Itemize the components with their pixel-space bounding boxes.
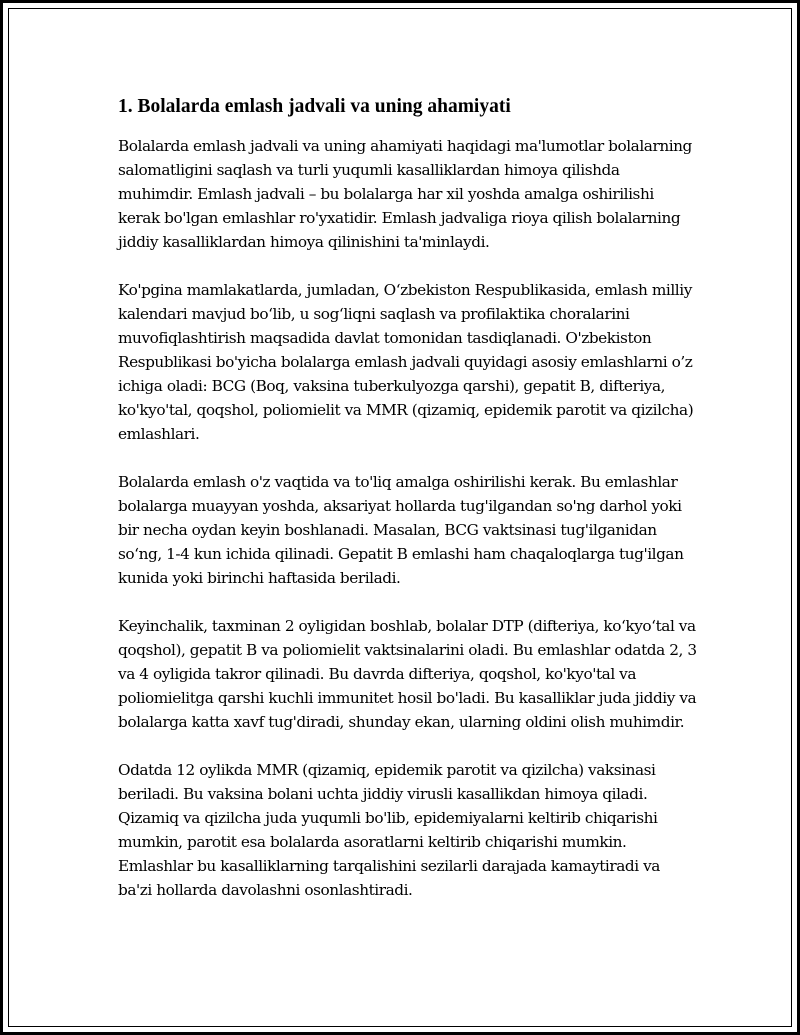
paragraph-4: Keyinchalik, taxminan 2 oyligidan boshlab, bolalar DTP (difteriya, ko‘kyo‘tal va qoqshol), gepatit B va poliomielit vaktsinalarini oladi. Bu emlashlar odatda 2, 3 va 4 oyligida takror qilinadi. Bu davrda difteriya, qoqshol, ko'kyo'tal va poliomielitga qarshi kuchli immunitet hosil bo'ladi. Bu kasalliklar juda jiddiy va bolalarga katta xavf tug'diradi, shunday ekan, ularning oldini olish muhimdir. <box>118 617 697 731</box>
paragraph-5: Odatda 12 oylikda MMR (qizamiq, epidemik parotit va qizilcha) vaksinasi beriladi. Bu vaksina bolani uchta jiddiy virusli kasallikdan himoya qiladi. Qizamiq va qizilcha juda yuqumli bo'lib, epidemiyalarni keltirib chiqarishi mumkin, parotit esa bolalarda asoratlarni keltirib chiqarishi mumkin. Emlashlar bu kasalliklarning tarqalishini sezilarli darajada kamaytiradi va ba'zi hollarda davolashni osonlashtiradi. <box>118 761 660 899</box>
paragraph-1: Bolalarda emlash jadvali va uning ahamiyati haqidagi ma'lumotlar bolalarning salomatligini saqlash va turli yuqumli kasalliklardan himoya qilishda muhimdir. Emlash jadvali – bu bolalarga har xil yoshda amalga oshirilishi kerak bo'lgan emlashlar ro'yxatidir. Emlash jadvaliga rioya qilish bolalarning jiddiy kasalliklardan himoya qilinishini ta'minlaydi. <box>118 137 692 251</box>
document-body <box>118 93 698 926</box>
paragraph-3: Bolalarda emlash o'z vaqtida va to'liq amalga oshirilishi kerak. Bu emlashlar bolalarga muayyan yoshda, aksariyat hollarda tug'ilgandan so'ng darhol yoki bir necha oydan keyin boshlanadi. Masalan, BCG vaktsinasi tug'ilganidan so‘ng, 1-4 kun ichida qilinadi. Gepatit B emlashi ham chaqaloqlarga tug'ilgan kunida yoki birinchi haftasida beriladi. <box>118 473 684 587</box>
paragraph-2: Ko'pgina mamlakatlarda, jumladan, O‘zbekiston Respublikasida, emlash milliy kalendari mavjud bo‘lib, u sog‘liqni saqlash va profilaktika choralarini muvofiqlashtirish maqsadida davlat tomonidan tasdiqlanadi. O'zbekiston Respublikasi bo'yicha bolalarga emlash jadvali quyidagi asosiy emlashlarni o’z ichiga oladi: BCG (Boq, vaksina tuberkulyozga qarshi), gepatit B, difteriya, ko'kyo'tal, qoqshol, poliomielit va MMR (qizamiq, epidemik parotit va qizilcha) emlashlari. <box>118 281 694 443</box>
section-heading: 1. Bolalarda emlash jadvali va uning ahamiyati <box>118 96 511 117</box>
